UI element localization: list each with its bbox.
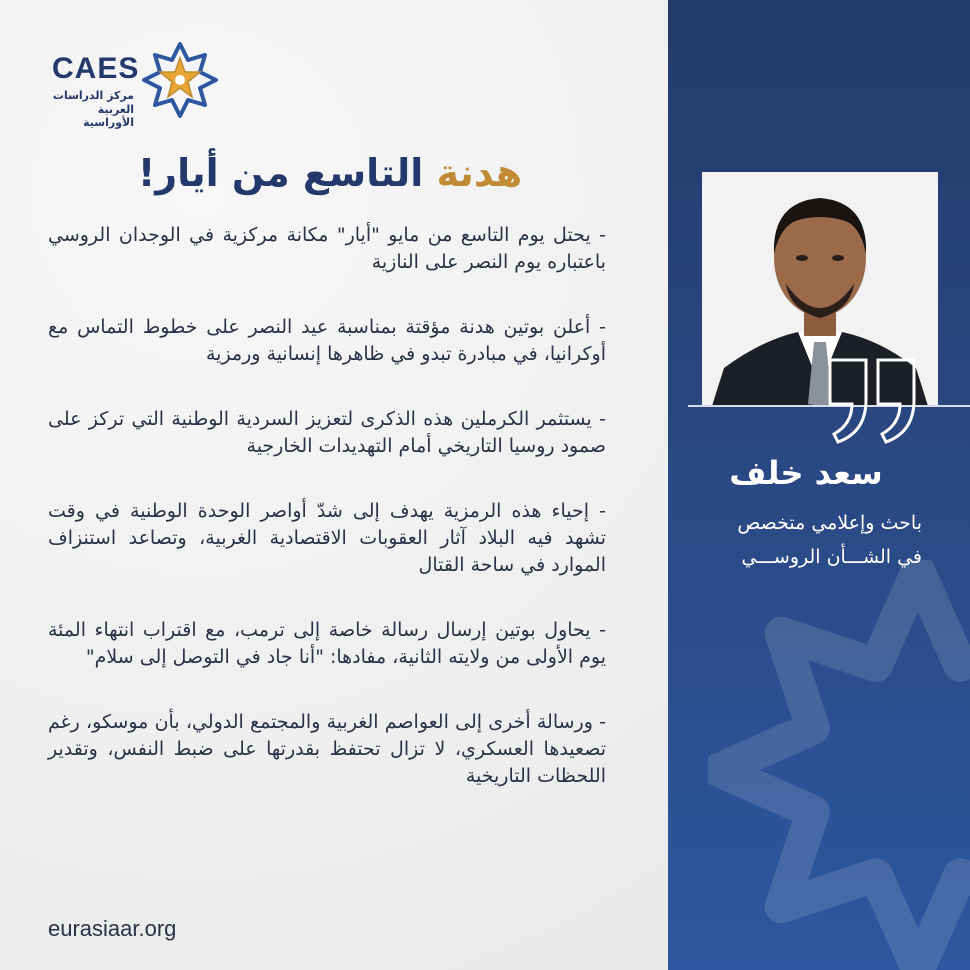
article-title <box>60 146 600 200</box>
author-role: في الشـــأن الروســـي <box>741 546 922 568</box>
quote-icon <box>826 356 922 446</box>
paragraph: - يحاول بوتين إرسال رسالة خاصة إلى ترمب، مع اقتراب انتهاء المئة يوم الأولى من ولايته الثانية، مفادها: "أنا جاد في التوصل إلى سلام" <box>48 619 606 668</box>
caes-logo <box>52 40 222 129</box>
paragraph: - يستثمر الكرملين هذه الذكرى لتعزيز السردية الوطنية التي تركز على صمود روسيا التاريخي أمام التهديدات الخارجية <box>48 408 606 457</box>
author-name: سعد خلف <box>729 454 883 492</box>
paragraph: - يحتل يوم التاسع من مايو "أيار" مكانة مركزية في الوجدان الروسي باعتباره يوم النصر على النازية <box>48 224 606 273</box>
author-role: باحث وإعلامي متخصص <box>737 512 922 534</box>
website-link[interactable]: eurasiaar.org <box>48 916 177 941</box>
article-body <box>48 222 606 828</box>
logo-subtitle-line1: مركز الدراسات <box>52 89 134 102</box>
star-emblem-icon <box>140 40 220 120</box>
paragraph: - أعلن بوتين هدنة مؤقتة بمناسبة عيد النصر على خطوط التماس مع أوكرانيا، في مبادرة تبدو في ظاهرها إنسانية ورمزية <box>48 316 606 365</box>
title-accent: هدنة <box>436 151 523 195</box>
paragraph: - ورسالة أخرى إلى العواصم الغربية والمجتمع الدولي، بأن موسكو، رغم تصعيدها العسكري، لا تزال تحتفظ بقدرتها على ضبط النفس، وتقدير اللحظات التاريخية <box>48 711 606 787</box>
logo-subtitle-line2: العربية الأوراسية <box>83 103 134 129</box>
title-rest: التاسع من أيار! <box>137 151 424 195</box>
star-watermark-icon <box>708 560 970 970</box>
paragraph: - إحياء هذه الرمزية يهدف إلى شدّ أواصر الوحدة الوطنية في وقت تشهد فيه البلاد آثار العقوبات الاقتصادية الغربية، وتصاعد استنزاف الموارد في ساحة القتال <box>48 500 606 576</box>
logo-text: CAES <box>52 52 140 85</box>
